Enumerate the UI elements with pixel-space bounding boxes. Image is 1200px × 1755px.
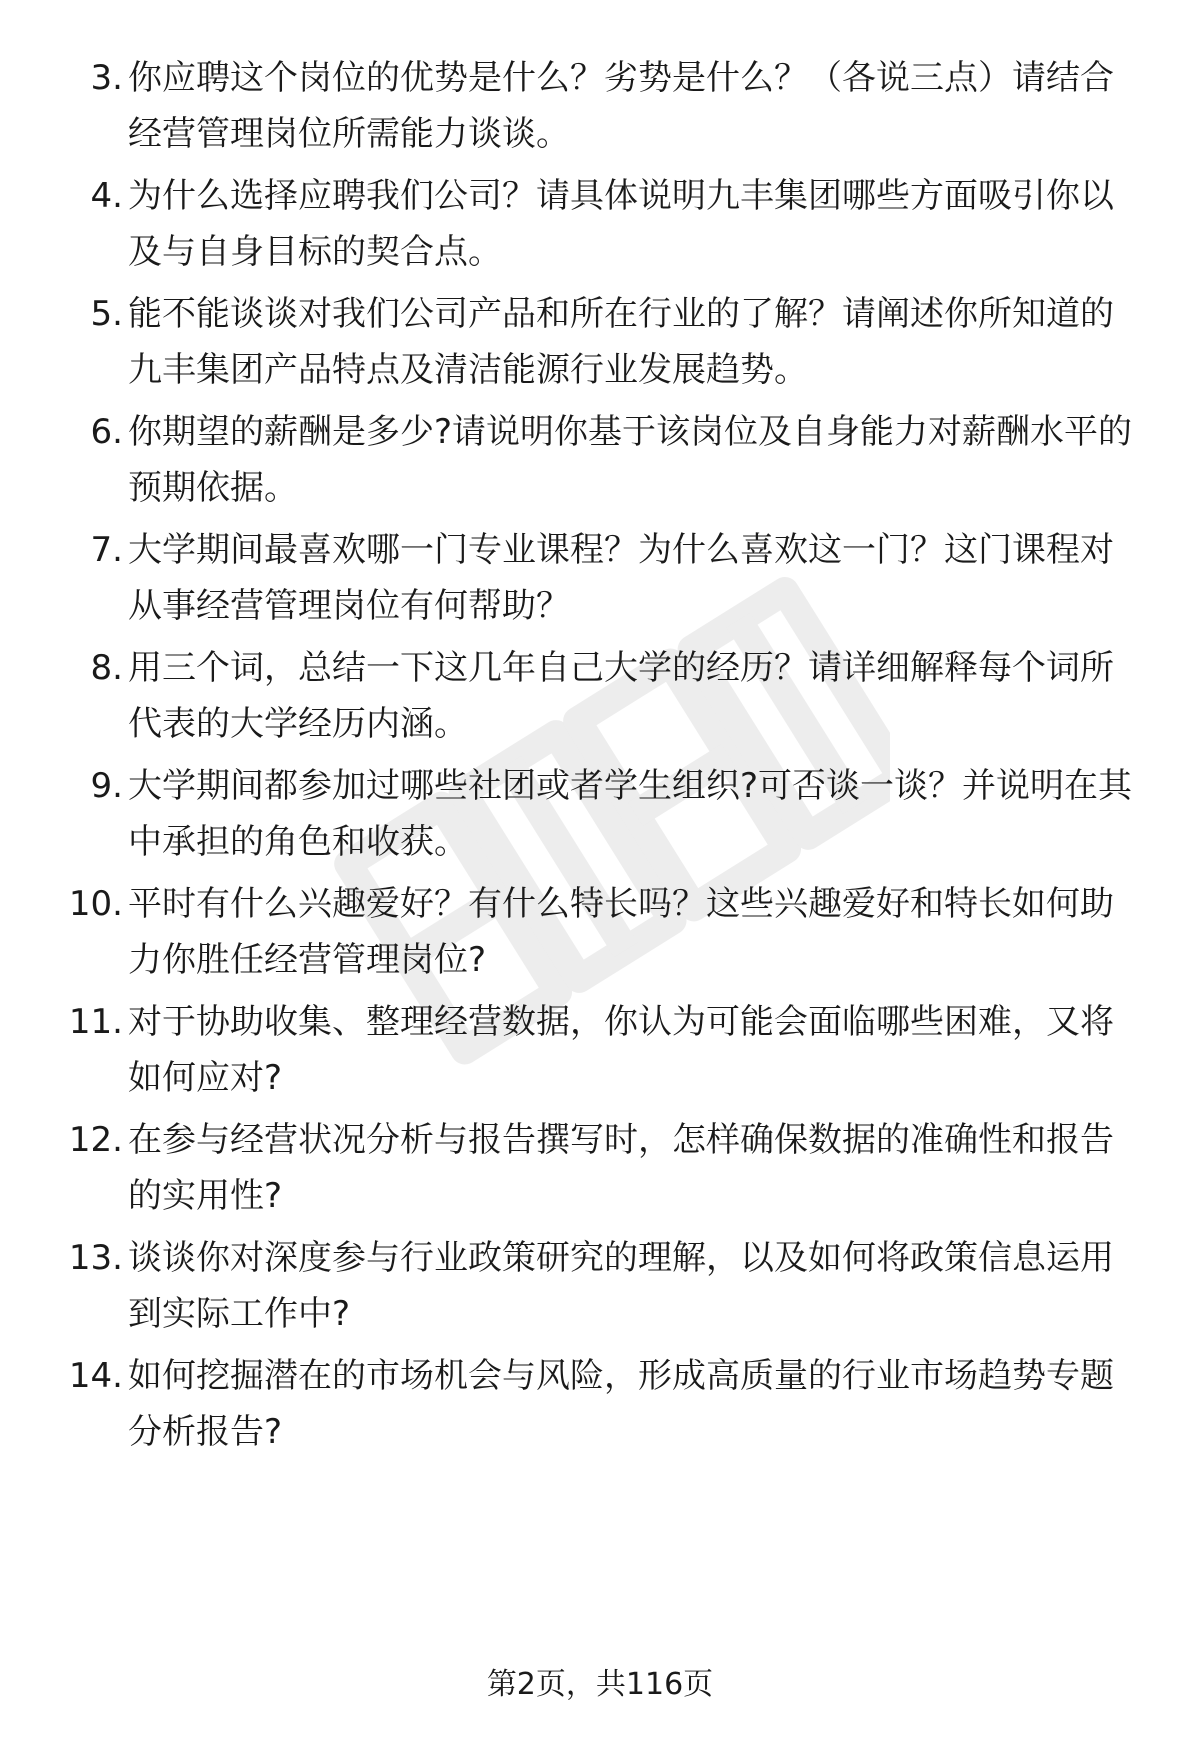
question-number: 14.	[68, 1356, 123, 1396]
question-text: 为什么选择应聘我们公司？请具体说明九丰集团哪些方面吸引你以及与自身目标的契合点。	[128, 176, 1114, 272]
question-item	[0, 1348, 1200, 1458]
question-item	[0, 1230, 1200, 1340]
question-number: 4.	[90, 176, 123, 216]
question-number: 13.	[68, 1238, 123, 1278]
question-text: 平时有什么兴趣爱好？有什么特长吗？这些兴趣爱好和特长如何助力你胜任经营管理岗位?	[128, 884, 1114, 980]
question-text: 谈谈你对深度参与行业政策研究的理解，以及如何将政策信息运用到实际工作中?	[128, 1238, 1114, 1334]
question-number: 7.	[90, 530, 123, 570]
question-item	[0, 876, 1200, 986]
question-text: 能不能谈谈对我们公司产品和所在行业的了解？请阐述你所知道的九丰集团产品特点及清洁能源行业发展趋势。	[128, 294, 1114, 390]
question-number: 5.	[90, 294, 123, 334]
question-number: 12.	[68, 1120, 123, 1160]
page-number: 第2页，共116页	[486, 1667, 714, 1702]
question-text: 如何挖掘潜在的市场机会与风险，形成高质量的行业市场趋势专题分析报告?	[128, 1356, 1114, 1452]
question-item	[0, 404, 1200, 514]
question-text: 用三个词，总结一下这几年自己大学的经历？请详细解释每个词所代表的大学经历内涵。	[128, 648, 1114, 744]
question-item	[0, 758, 1200, 868]
question-item	[0, 994, 1200, 1104]
question-number: 6.	[90, 412, 123, 452]
question-item	[0, 168, 1200, 278]
question-number: 10.	[68, 884, 123, 924]
question-number: 11.	[68, 1002, 123, 1042]
question-text: 对于协助收集、整理经营数据，你认为可能会面临哪些困难，又将如何应对?	[128, 1002, 1114, 1098]
question-text: 你应聘这个岗位的优势是什么？劣势是什么？（各说三点）请结合经营管理岗位所需能力谈谈。	[128, 58, 1114, 154]
question-text: 大学期间最喜欢哪一门专业课程？为什么喜欢这一门？这门课程对从事经营管理岗位有何帮助？	[128, 530, 1114, 626]
question-item	[0, 522, 1200, 632]
question-item	[0, 1112, 1200, 1222]
question-item	[0, 640, 1200, 750]
question-number: 9.	[90, 766, 123, 806]
question-number: 3.	[90, 58, 123, 98]
question-item	[0, 286, 1200, 396]
question-item	[0, 50, 1200, 160]
question-number: 8.	[90, 648, 123, 688]
question-text: 你期望的薪酬是多少?请说明你基于该岗位及自身能力对薪酬水平的预期依据。	[128, 412, 1133, 508]
question-text: 在参与经营状况分析与报告撰写时，怎样确保数据的准确性和报告的实用性?	[128, 1120, 1114, 1216]
question-text: 大学期间都参加过哪些社团或者学生组织?可否谈一谈？并说明在其中承担的角色和收获。	[128, 766, 1133, 862]
